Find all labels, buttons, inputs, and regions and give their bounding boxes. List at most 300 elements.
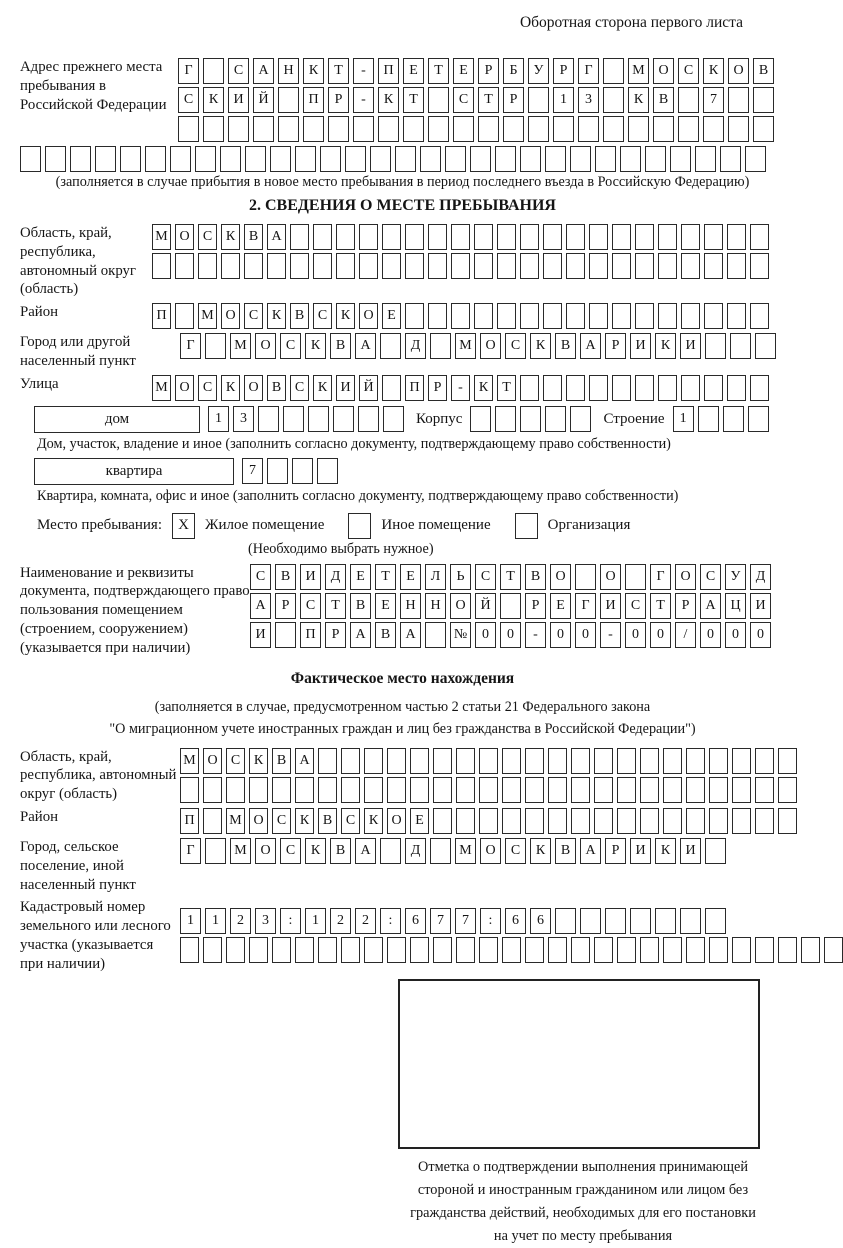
char-cell[interactable] bbox=[364, 937, 383, 963]
char-cell[interactable]: К bbox=[628, 87, 649, 113]
char-cell[interactable]: К bbox=[530, 838, 551, 864]
char-cell[interactable]: К bbox=[336, 303, 355, 329]
char-cell[interactable] bbox=[720, 146, 741, 172]
char-cell[interactable] bbox=[320, 146, 341, 172]
char-cell[interactable]: 6 bbox=[530, 908, 551, 934]
char-cell[interactable]: 0 bbox=[575, 622, 596, 648]
char-cell[interactable] bbox=[753, 116, 774, 142]
char-cell[interactable] bbox=[20, 146, 41, 172]
char-cell[interactable] bbox=[178, 116, 199, 142]
char-cell[interactable]: № bbox=[450, 622, 471, 648]
char-cell[interactable] bbox=[420, 146, 441, 172]
char-cell[interactable]: - bbox=[600, 622, 621, 648]
char-cell[interactable]: Е bbox=[453, 58, 474, 84]
char-cell[interactable] bbox=[824, 937, 843, 963]
char-cell[interactable] bbox=[723, 406, 744, 432]
char-cell[interactable] bbox=[333, 406, 354, 432]
char-cell[interactable] bbox=[681, 375, 700, 401]
char-cell[interactable] bbox=[503, 116, 524, 142]
char-cell[interactable] bbox=[578, 116, 599, 142]
char-cell[interactable] bbox=[645, 146, 666, 172]
char-cell[interactable]: М bbox=[455, 333, 476, 359]
char-cell[interactable]: А bbox=[355, 838, 376, 864]
char-cell[interactable]: В bbox=[272, 748, 291, 774]
char-cell[interactable]: П bbox=[378, 58, 399, 84]
char-cell[interactable]: И bbox=[250, 622, 271, 648]
char-cell[interactable] bbox=[308, 406, 329, 432]
char-cell[interactable]: В bbox=[350, 593, 371, 619]
char-cell[interactable] bbox=[226, 937, 245, 963]
char-cell[interactable] bbox=[283, 406, 304, 432]
char-cell[interactable]: В bbox=[330, 333, 351, 359]
char-cell[interactable] bbox=[548, 808, 567, 834]
char-cell[interactable]: В bbox=[555, 838, 576, 864]
char-cell[interactable] bbox=[658, 375, 677, 401]
char-cell[interactable]: А bbox=[700, 593, 721, 619]
char-cell[interactable] bbox=[755, 748, 774, 774]
char-cell[interactable] bbox=[730, 333, 751, 359]
char-cell[interactable] bbox=[640, 777, 659, 803]
char-cell[interactable]: С bbox=[280, 838, 301, 864]
char-cell[interactable]: Т bbox=[403, 87, 424, 113]
char-cell[interactable]: О bbox=[480, 838, 501, 864]
char-cell[interactable] bbox=[594, 808, 613, 834]
char-cell[interactable] bbox=[180, 937, 199, 963]
char-cell[interactable] bbox=[525, 808, 544, 834]
char-cell[interactable]: С bbox=[700, 564, 721, 590]
char-cell[interactable] bbox=[428, 303, 447, 329]
char-cell[interactable] bbox=[755, 808, 774, 834]
char-cell[interactable] bbox=[175, 303, 194, 329]
char-cell[interactable] bbox=[705, 908, 726, 934]
char-cell[interactable]: И bbox=[750, 593, 771, 619]
char-cell[interactable]: / bbox=[675, 622, 696, 648]
char-cell[interactable] bbox=[695, 146, 716, 172]
char-cell[interactable] bbox=[405, 224, 424, 250]
char-cell[interactable]: Т bbox=[478, 87, 499, 113]
char-cell[interactable] bbox=[295, 937, 314, 963]
char-cell[interactable]: С bbox=[300, 593, 321, 619]
char-cell[interactable] bbox=[258, 406, 279, 432]
char-cell[interactable] bbox=[479, 777, 498, 803]
char-cell[interactable] bbox=[703, 116, 724, 142]
char-cell[interactable] bbox=[497, 224, 516, 250]
char-cell[interactable]: Т bbox=[500, 564, 521, 590]
char-cell[interactable]: И bbox=[300, 564, 321, 590]
char-cell[interactable] bbox=[267, 253, 286, 279]
char-cell[interactable]: К bbox=[378, 87, 399, 113]
char-cell[interactable]: Р bbox=[525, 593, 546, 619]
char-cell[interactable] bbox=[603, 116, 624, 142]
char-cell[interactable] bbox=[589, 303, 608, 329]
char-cell[interactable]: Д bbox=[750, 564, 771, 590]
char-cell[interactable]: Р bbox=[275, 593, 296, 619]
char-cell[interactable] bbox=[520, 224, 539, 250]
char-cell[interactable]: Ц bbox=[725, 593, 746, 619]
char-cell[interactable]: С bbox=[505, 838, 526, 864]
char-cell[interactable]: М bbox=[230, 333, 251, 359]
char-cell[interactable] bbox=[272, 777, 291, 803]
char-cell[interactable]: 0 bbox=[500, 622, 521, 648]
char-cell[interactable] bbox=[658, 253, 677, 279]
char-cell[interactable] bbox=[705, 333, 726, 359]
char-cell[interactable] bbox=[180, 777, 199, 803]
char-cell[interactable] bbox=[704, 375, 723, 401]
char-cell[interactable] bbox=[290, 224, 309, 250]
char-cell[interactable]: Н bbox=[425, 593, 446, 619]
char-cell[interactable] bbox=[221, 253, 240, 279]
char-cell[interactable] bbox=[226, 777, 245, 803]
char-cell[interactable] bbox=[727, 375, 746, 401]
char-cell[interactable]: В bbox=[753, 58, 774, 84]
char-cell[interactable]: 2 bbox=[330, 908, 351, 934]
char-cell[interactable]: 3 bbox=[255, 908, 276, 934]
char-cell[interactable] bbox=[278, 116, 299, 142]
char-cell[interactable] bbox=[205, 838, 226, 864]
char-cell[interactable] bbox=[658, 224, 677, 250]
char-cell[interactable] bbox=[497, 303, 516, 329]
char-cell[interactable] bbox=[570, 146, 591, 172]
char-cell[interactable] bbox=[705, 838, 726, 864]
char-cell[interactable] bbox=[709, 937, 728, 963]
char-cell[interactable]: С bbox=[226, 748, 245, 774]
char-cell[interactable]: В bbox=[525, 564, 546, 590]
char-cell[interactable] bbox=[303, 116, 324, 142]
char-cell[interactable] bbox=[745, 146, 766, 172]
char-cell[interactable] bbox=[571, 777, 590, 803]
char-cell[interactable] bbox=[249, 937, 268, 963]
char-cell[interactable] bbox=[453, 116, 474, 142]
char-cell[interactable]: О bbox=[175, 375, 194, 401]
char-cell[interactable]: 0 bbox=[625, 622, 646, 648]
char-cell[interactable] bbox=[750, 375, 769, 401]
char-cell[interactable] bbox=[525, 777, 544, 803]
char-cell[interactable]: Т bbox=[497, 375, 516, 401]
char-cell[interactable]: К bbox=[295, 808, 314, 834]
char-cell[interactable]: И bbox=[630, 333, 651, 359]
char-cell[interactable]: О bbox=[244, 375, 263, 401]
char-cell[interactable] bbox=[275, 622, 296, 648]
char-cell[interactable] bbox=[704, 303, 723, 329]
char-cell[interactable] bbox=[383, 406, 404, 432]
char-cell[interactable] bbox=[395, 146, 416, 172]
char-cell[interactable]: - bbox=[525, 622, 546, 648]
char-cell[interactable] bbox=[543, 253, 562, 279]
char-cell[interactable]: С bbox=[178, 87, 199, 113]
char-cell[interactable] bbox=[686, 777, 705, 803]
char-cell[interactable] bbox=[341, 777, 360, 803]
char-cell[interactable]: О bbox=[359, 303, 378, 329]
char-cell[interactable]: А bbox=[580, 333, 601, 359]
char-cell[interactable]: В bbox=[653, 87, 674, 113]
char-cell[interactable]: Т bbox=[650, 593, 671, 619]
char-cell[interactable] bbox=[451, 303, 470, 329]
char-cell[interactable]: И bbox=[680, 333, 701, 359]
char-cell[interactable] bbox=[451, 224, 470, 250]
char-cell[interactable] bbox=[502, 808, 521, 834]
char-cell[interactable]: В bbox=[555, 333, 576, 359]
char-cell[interactable] bbox=[500, 593, 521, 619]
char-cell[interactable]: : bbox=[280, 908, 301, 934]
char-cell[interactable]: К bbox=[303, 58, 324, 84]
char-cell[interactable] bbox=[625, 564, 646, 590]
char-cell[interactable]: 0 bbox=[475, 622, 496, 648]
char-cell[interactable]: У bbox=[725, 564, 746, 590]
char-cell[interactable] bbox=[778, 748, 797, 774]
char-cell[interactable] bbox=[495, 146, 516, 172]
char-cell[interactable] bbox=[203, 116, 224, 142]
char-cell[interactable]: Б bbox=[503, 58, 524, 84]
char-cell[interactable] bbox=[698, 406, 719, 432]
char-cell[interactable] bbox=[728, 116, 749, 142]
char-cell[interactable] bbox=[681, 253, 700, 279]
char-cell[interactable]: О bbox=[675, 564, 696, 590]
char-cell[interactable] bbox=[387, 777, 406, 803]
char-cell[interactable] bbox=[566, 224, 585, 250]
char-cell[interactable]: Т bbox=[325, 593, 346, 619]
char-cell[interactable] bbox=[152, 253, 171, 279]
char-cell[interactable] bbox=[520, 253, 539, 279]
char-cell[interactable]: К bbox=[203, 87, 224, 113]
char-cell[interactable] bbox=[95, 146, 116, 172]
char-cell[interactable]: А bbox=[253, 58, 274, 84]
char-cell[interactable] bbox=[378, 116, 399, 142]
char-cell[interactable]: 1 bbox=[208, 406, 229, 432]
char-cell[interactable] bbox=[203, 808, 222, 834]
char-cell[interactable]: А bbox=[400, 622, 421, 648]
char-cell[interactable] bbox=[727, 303, 746, 329]
char-cell[interactable] bbox=[474, 253, 493, 279]
stay-type-checkbox-organization[interactable] bbox=[515, 513, 538, 539]
char-cell[interactable]: 1 bbox=[673, 406, 694, 432]
char-cell[interactable]: М bbox=[180, 748, 199, 774]
char-cell[interactable] bbox=[663, 777, 682, 803]
stay-type-checkbox-residential[interactable]: X bbox=[172, 513, 195, 539]
char-cell[interactable]: О bbox=[480, 333, 501, 359]
char-cell[interactable]: А bbox=[350, 622, 371, 648]
char-cell[interactable]: М bbox=[152, 375, 171, 401]
char-cell[interactable] bbox=[727, 253, 746, 279]
char-cell[interactable]: С bbox=[290, 375, 309, 401]
char-cell[interactable]: Р bbox=[328, 87, 349, 113]
char-cell[interactable] bbox=[686, 808, 705, 834]
char-cell[interactable] bbox=[635, 375, 654, 401]
char-cell[interactable] bbox=[433, 808, 452, 834]
char-cell[interactable] bbox=[345, 146, 366, 172]
char-cell[interactable] bbox=[630, 908, 651, 934]
char-cell[interactable] bbox=[364, 777, 383, 803]
char-cell[interactable] bbox=[605, 908, 626, 934]
char-cell[interactable] bbox=[433, 748, 452, 774]
char-cell[interactable]: К bbox=[474, 375, 493, 401]
char-cell[interactable]: О bbox=[175, 224, 194, 250]
char-cell[interactable]: Р bbox=[553, 58, 574, 84]
char-cell[interactable] bbox=[580, 908, 601, 934]
char-cell[interactable]: : bbox=[480, 908, 501, 934]
char-cell[interactable]: С bbox=[475, 564, 496, 590]
char-cell[interactable]: С bbox=[272, 808, 291, 834]
char-cell[interactable] bbox=[753, 87, 774, 113]
char-cell[interactable] bbox=[387, 748, 406, 774]
char-cell[interactable] bbox=[451, 253, 470, 279]
char-cell[interactable] bbox=[589, 253, 608, 279]
char-cell[interactable]: О bbox=[387, 808, 406, 834]
char-cell[interactable] bbox=[479, 937, 498, 963]
char-cell[interactable] bbox=[571, 748, 590, 774]
char-cell[interactable] bbox=[748, 406, 769, 432]
char-cell[interactable]: О bbox=[203, 748, 222, 774]
char-cell[interactable] bbox=[328, 116, 349, 142]
char-cell[interactable]: 0 bbox=[750, 622, 771, 648]
char-cell[interactable] bbox=[445, 146, 466, 172]
char-cell[interactable] bbox=[405, 253, 424, 279]
char-cell[interactable]: М bbox=[152, 224, 171, 250]
char-cell[interactable] bbox=[205, 333, 226, 359]
char-cell[interactable]: С bbox=[505, 333, 526, 359]
char-cell[interactable]: А bbox=[267, 224, 286, 250]
char-cell[interactable] bbox=[244, 253, 263, 279]
char-cell[interactable]: Г bbox=[578, 58, 599, 84]
char-cell[interactable]: 7 bbox=[455, 908, 476, 934]
char-cell[interactable]: Д bbox=[325, 564, 346, 590]
char-cell[interactable]: О bbox=[450, 593, 471, 619]
char-cell[interactable] bbox=[543, 224, 562, 250]
char-cell[interactable]: Н bbox=[278, 58, 299, 84]
char-cell[interactable]: Е bbox=[550, 593, 571, 619]
char-cell[interactable] bbox=[295, 146, 316, 172]
char-cell[interactable]: 6 bbox=[505, 908, 526, 934]
char-cell[interactable] bbox=[318, 748, 337, 774]
char-cell[interactable]: 1 bbox=[553, 87, 574, 113]
char-cell[interactable]: У bbox=[528, 58, 549, 84]
char-cell[interactable] bbox=[528, 116, 549, 142]
char-cell[interactable] bbox=[313, 224, 332, 250]
char-cell[interactable]: И bbox=[336, 375, 355, 401]
char-cell[interactable]: Г bbox=[650, 564, 671, 590]
char-cell[interactable] bbox=[456, 808, 475, 834]
char-cell[interactable]: В bbox=[244, 224, 263, 250]
char-cell[interactable] bbox=[704, 224, 723, 250]
char-cell[interactable] bbox=[295, 777, 314, 803]
char-cell[interactable] bbox=[245, 146, 266, 172]
char-cell[interactable] bbox=[681, 224, 700, 250]
char-cell[interactable] bbox=[425, 622, 446, 648]
char-cell[interactable]: 3 bbox=[578, 87, 599, 113]
char-cell[interactable]: М bbox=[226, 808, 245, 834]
char-cell[interactable]: Р bbox=[605, 838, 626, 864]
char-cell[interactable] bbox=[640, 748, 659, 774]
char-cell[interactable]: Т bbox=[375, 564, 396, 590]
char-cell[interactable] bbox=[709, 748, 728, 774]
char-cell[interactable]: К bbox=[703, 58, 724, 84]
char-cell[interactable] bbox=[548, 777, 567, 803]
char-cell[interactable] bbox=[456, 937, 475, 963]
char-cell[interactable]: - bbox=[353, 87, 374, 113]
char-cell[interactable]: О bbox=[653, 58, 674, 84]
char-cell[interactable] bbox=[709, 777, 728, 803]
char-cell[interactable] bbox=[778, 777, 797, 803]
char-cell[interactable] bbox=[653, 116, 674, 142]
char-cell[interactable] bbox=[658, 303, 677, 329]
char-cell[interactable]: А bbox=[355, 333, 376, 359]
char-cell[interactable]: 0 bbox=[550, 622, 571, 648]
char-cell[interactable] bbox=[428, 253, 447, 279]
char-cell[interactable] bbox=[594, 937, 613, 963]
char-cell[interactable] bbox=[290, 253, 309, 279]
char-cell[interactable]: Г bbox=[180, 333, 201, 359]
char-cell[interactable] bbox=[594, 748, 613, 774]
char-cell[interactable]: К bbox=[305, 838, 326, 864]
char-cell[interactable] bbox=[617, 937, 636, 963]
char-cell[interactable] bbox=[575, 564, 596, 590]
char-cell[interactable] bbox=[603, 58, 624, 84]
char-cell[interactable] bbox=[553, 116, 574, 142]
char-cell[interactable]: М bbox=[455, 838, 476, 864]
char-cell[interactable]: Е bbox=[403, 58, 424, 84]
char-cell[interactable]: П bbox=[405, 375, 424, 401]
char-cell[interactable]: Й bbox=[475, 593, 496, 619]
char-cell[interactable]: А bbox=[580, 838, 601, 864]
char-cell[interactable] bbox=[317, 458, 338, 484]
char-cell[interactable]: А bbox=[295, 748, 314, 774]
char-cell[interactable] bbox=[318, 937, 337, 963]
char-cell[interactable] bbox=[709, 808, 728, 834]
char-cell[interactable] bbox=[686, 937, 705, 963]
char-cell[interactable] bbox=[228, 116, 249, 142]
char-cell[interactable]: О bbox=[600, 564, 621, 590]
char-cell[interactable] bbox=[635, 224, 654, 250]
char-cell[interactable]: Й bbox=[253, 87, 274, 113]
char-cell[interactable] bbox=[520, 146, 541, 172]
char-cell[interactable]: С bbox=[678, 58, 699, 84]
char-cell[interactable] bbox=[433, 937, 452, 963]
char-cell[interactable] bbox=[595, 146, 616, 172]
char-cell[interactable]: В bbox=[375, 622, 396, 648]
char-cell[interactable] bbox=[145, 146, 166, 172]
char-cell[interactable]: О bbox=[728, 58, 749, 84]
char-cell[interactable]: 0 bbox=[700, 622, 721, 648]
char-cell[interactable]: - bbox=[451, 375, 470, 401]
char-cell[interactable] bbox=[655, 908, 676, 934]
char-cell[interactable] bbox=[750, 303, 769, 329]
char-cell[interactable] bbox=[732, 808, 751, 834]
char-cell[interactable] bbox=[612, 253, 631, 279]
char-cell[interactable] bbox=[336, 253, 355, 279]
char-cell[interactable] bbox=[635, 303, 654, 329]
char-cell[interactable] bbox=[70, 146, 91, 172]
char-cell[interactable] bbox=[704, 253, 723, 279]
char-cell[interactable] bbox=[778, 937, 797, 963]
char-cell[interactable] bbox=[750, 253, 769, 279]
char-cell[interactable] bbox=[474, 303, 493, 329]
char-cell[interactable]: П bbox=[180, 808, 199, 834]
char-cell[interactable]: 1 bbox=[180, 908, 201, 934]
char-cell[interactable] bbox=[203, 777, 222, 803]
char-cell[interactable] bbox=[267, 458, 288, 484]
char-cell[interactable]: Г bbox=[178, 58, 199, 84]
char-cell[interactable]: Т bbox=[428, 58, 449, 84]
char-cell[interactable] bbox=[755, 777, 774, 803]
char-cell[interactable] bbox=[249, 777, 268, 803]
char-cell[interactable]: И bbox=[630, 838, 651, 864]
char-cell[interactable]: М bbox=[628, 58, 649, 84]
char-cell[interactable] bbox=[612, 224, 631, 250]
char-cell[interactable] bbox=[566, 253, 585, 279]
char-cell[interactable] bbox=[410, 748, 429, 774]
char-cell[interactable] bbox=[430, 838, 451, 864]
char-cell[interactable]: О bbox=[249, 808, 268, 834]
char-cell[interactable] bbox=[470, 406, 491, 432]
